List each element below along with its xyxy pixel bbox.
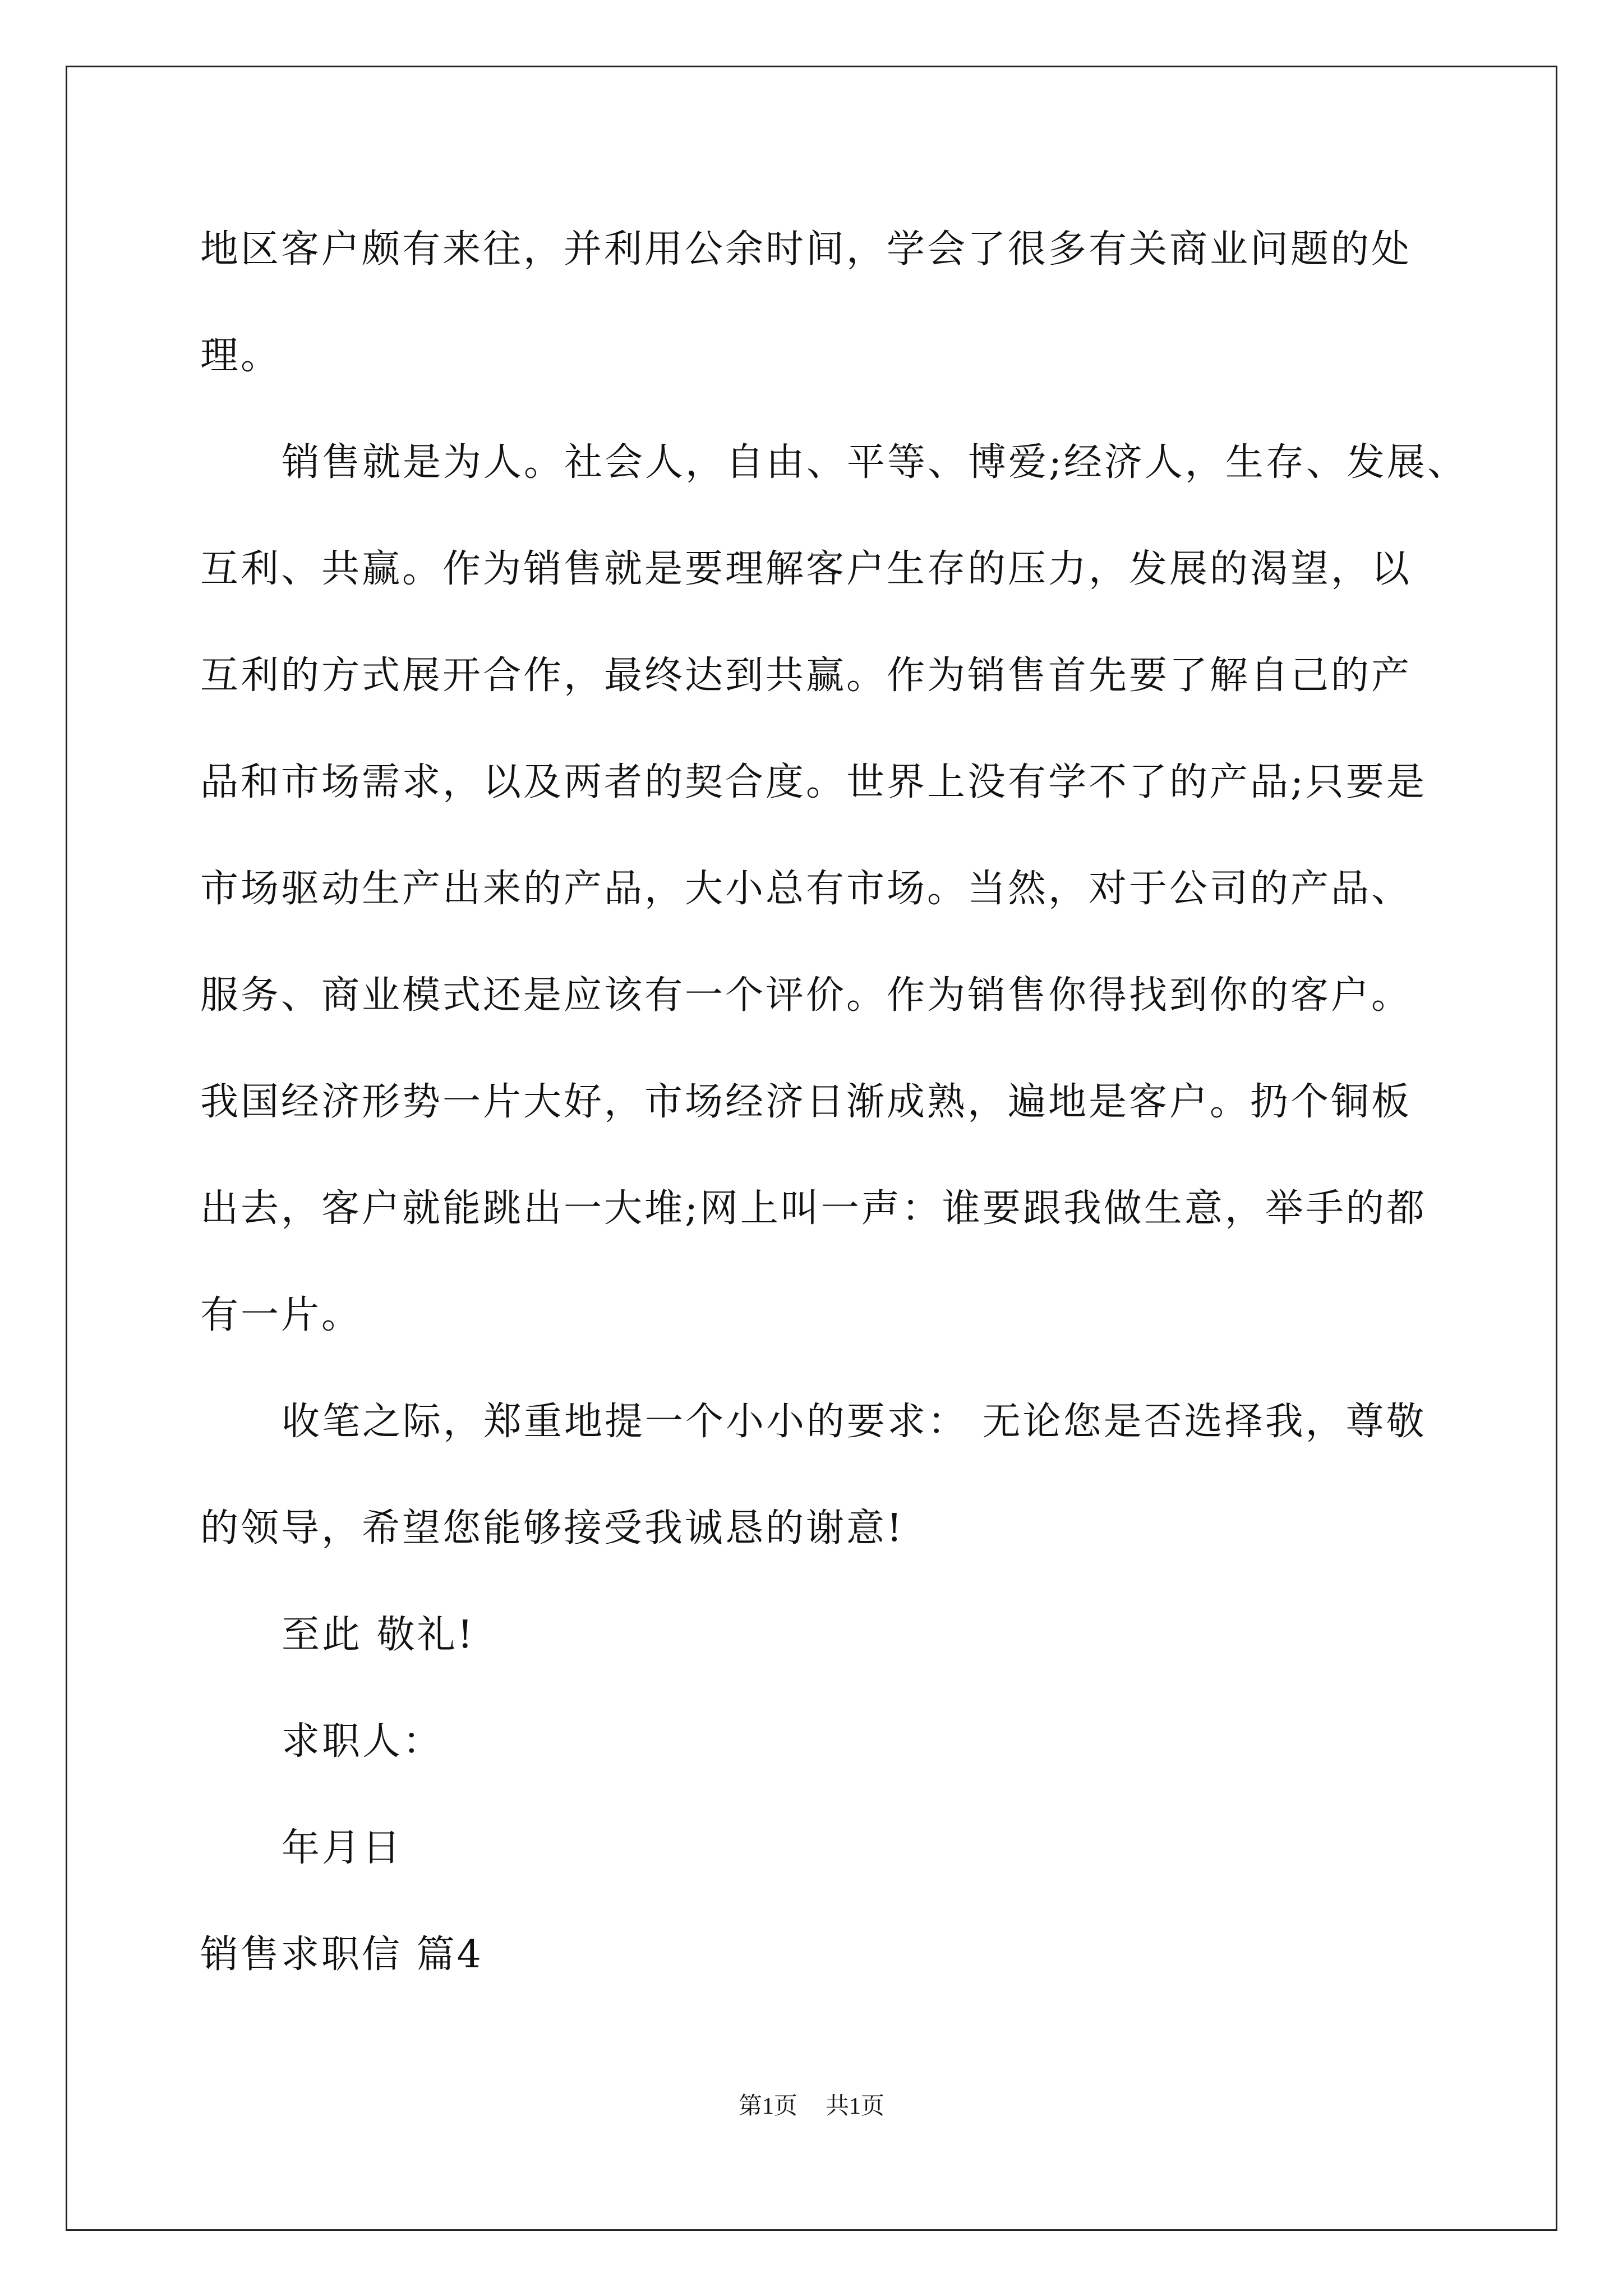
text-line: 服务、商业模式还是应该有一个评价。作为销售你得找到你的客户。 bbox=[200, 973, 1412, 1018]
text-line: 我国经济形势一片大好，市场经济日渐成熟，遍地是客户。扔个铜板 bbox=[200, 1080, 1412, 1124]
date-line: 年月日 bbox=[282, 1826, 403, 1870]
paragraph-start: 销售就是为人。社会人，自由、平等、博爱;经济人，生存、发展、 bbox=[282, 440, 1468, 485]
section-heading: 销售求职信 篇4 bbox=[200, 1932, 483, 1977]
text-line: 地区客户颇有来往，并利用公余时间，学会了很多有关商业问题的处 bbox=[200, 227, 1412, 272]
text-line: 市场驱动生产出来的产品，大小总有市场。当然，对于公司的产品、 bbox=[200, 867, 1412, 911]
page-footer bbox=[0, 2090, 1623, 2123]
page-number: 第1页 bbox=[738, 2093, 797, 2119]
page-total: 共1页 bbox=[826, 2093, 885, 2119]
applicant-signature: 求职人： bbox=[282, 1719, 444, 1764]
text-line: 有一片。 bbox=[200, 1293, 362, 1337]
text-line: 互利、共赢。作为销售就是要理解客户生存的压力，发展的渴望，以 bbox=[200, 547, 1412, 591]
text-line: 互利的方式展开合作，最终达到共赢。作为销售首先要了解自己的产 bbox=[200, 654, 1412, 698]
text-line: 出去，客户就能跳出一大堆;网上叫一声：谁要跟我做生意，举手的都 bbox=[200, 1186, 1427, 1231]
document-body bbox=[200, 222, 1490, 2033]
closing-salutation: 至此 敬礼! bbox=[282, 1613, 475, 1657]
text-line: 品和市场需求，以及两者的契合度。世界上没有学不了的产品;只要是 bbox=[200, 760, 1427, 804]
text-line: 理。 bbox=[200, 334, 282, 378]
text-line: 的领导，希望您能够接受我诚恳的谢意! bbox=[200, 1506, 905, 1550]
paragraph-start: 收笔之际，郑重地提一个小小的要求： 无论您是否选择我，尊敬 bbox=[282, 1400, 1427, 1444]
